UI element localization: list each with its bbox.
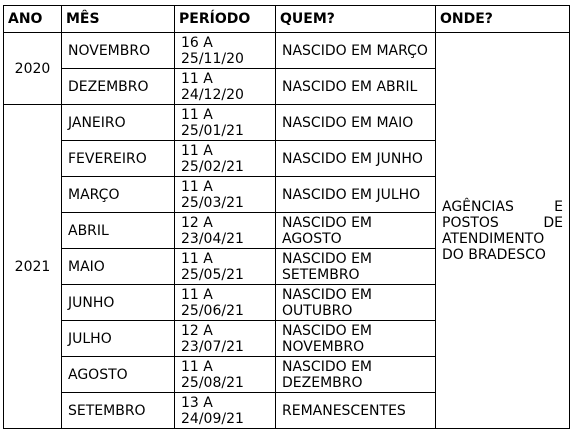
header-mes: MÊS [62, 6, 175, 33]
month-cell: DEZEMBRO [62, 69, 175, 105]
period-cell: 11 A 25/05/21 [175, 249, 276, 285]
period-cell: 11 A 25/06/21 [175, 285, 276, 321]
month-cell: JANEIRO [62, 105, 175, 141]
month-cell: JULHO [62, 321, 175, 357]
year-cell-2021: 2021 [4, 105, 62, 429]
period-cell: 11 A 25/02/21 [175, 141, 276, 177]
header-periodo: PERÍODO [175, 6, 276, 33]
table-row [4, 33, 570, 69]
who-cell: REMANESCENTES [276, 393, 436, 429]
month-cell: FEVEREIRO [62, 141, 175, 177]
period-cell: 12 A 23/04/21 [175, 213, 276, 249]
header-quem: QUEM? [276, 6, 436, 33]
where-cell [436, 33, 570, 429]
who-cell: NASCIDO EM DEZEMBRO [276, 357, 436, 393]
header-ano: ANO [4, 6, 62, 33]
who-cell: NASCIDO EM AGOSTO [276, 213, 436, 249]
who-cell: NASCIDO EM JUNHO [276, 141, 436, 177]
header-row [4, 6, 570, 33]
period-cell: 13 A 24/09/21 [175, 393, 276, 429]
month-cell: JUNHO [62, 285, 175, 321]
period-cell: 11 A 25/03/21 [175, 177, 276, 213]
period-cell: 16 A 25/11/20 [175, 33, 276, 69]
who-cell: NASCIDO EM ABRIL [276, 69, 436, 105]
period-cell: 12 A 23/07/21 [175, 321, 276, 357]
payment-schedule-table [3, 5, 570, 429]
month-cell: MAIO [62, 249, 175, 285]
month-cell: ABRIL [62, 213, 175, 249]
period-cell: 11 A 25/08/21 [175, 357, 276, 393]
period-cell: 11 A 24/12/20 [175, 69, 276, 105]
who-cell: NASCIDO EM MARÇO [276, 33, 436, 69]
where-text: AGÊNCIAS E POSTOS DE ATENDIMENTO DO BRADESCO [442, 198, 563, 263]
who-cell: NASCIDO EM OUTUBRO [276, 285, 436, 321]
who-cell: NASCIDO EM MAIO [276, 105, 436, 141]
who-cell: NASCIDO EM SETEMBRO [276, 249, 436, 285]
who-cell: NASCIDO EM NOVEMBRO [276, 321, 436, 357]
month-cell: NOVEMBRO [62, 33, 175, 69]
month-cell: SETEMBRO [62, 393, 175, 429]
period-cell: 11 A 25/01/21 [175, 105, 276, 141]
month-cell: MARÇO [62, 177, 175, 213]
month-cell: AGOSTO [62, 357, 175, 393]
who-cell: NASCIDO EM JULHO [276, 177, 436, 213]
year-cell-2020: 2020 [4, 33, 62, 105]
header-onde: ONDE? [436, 6, 570, 33]
